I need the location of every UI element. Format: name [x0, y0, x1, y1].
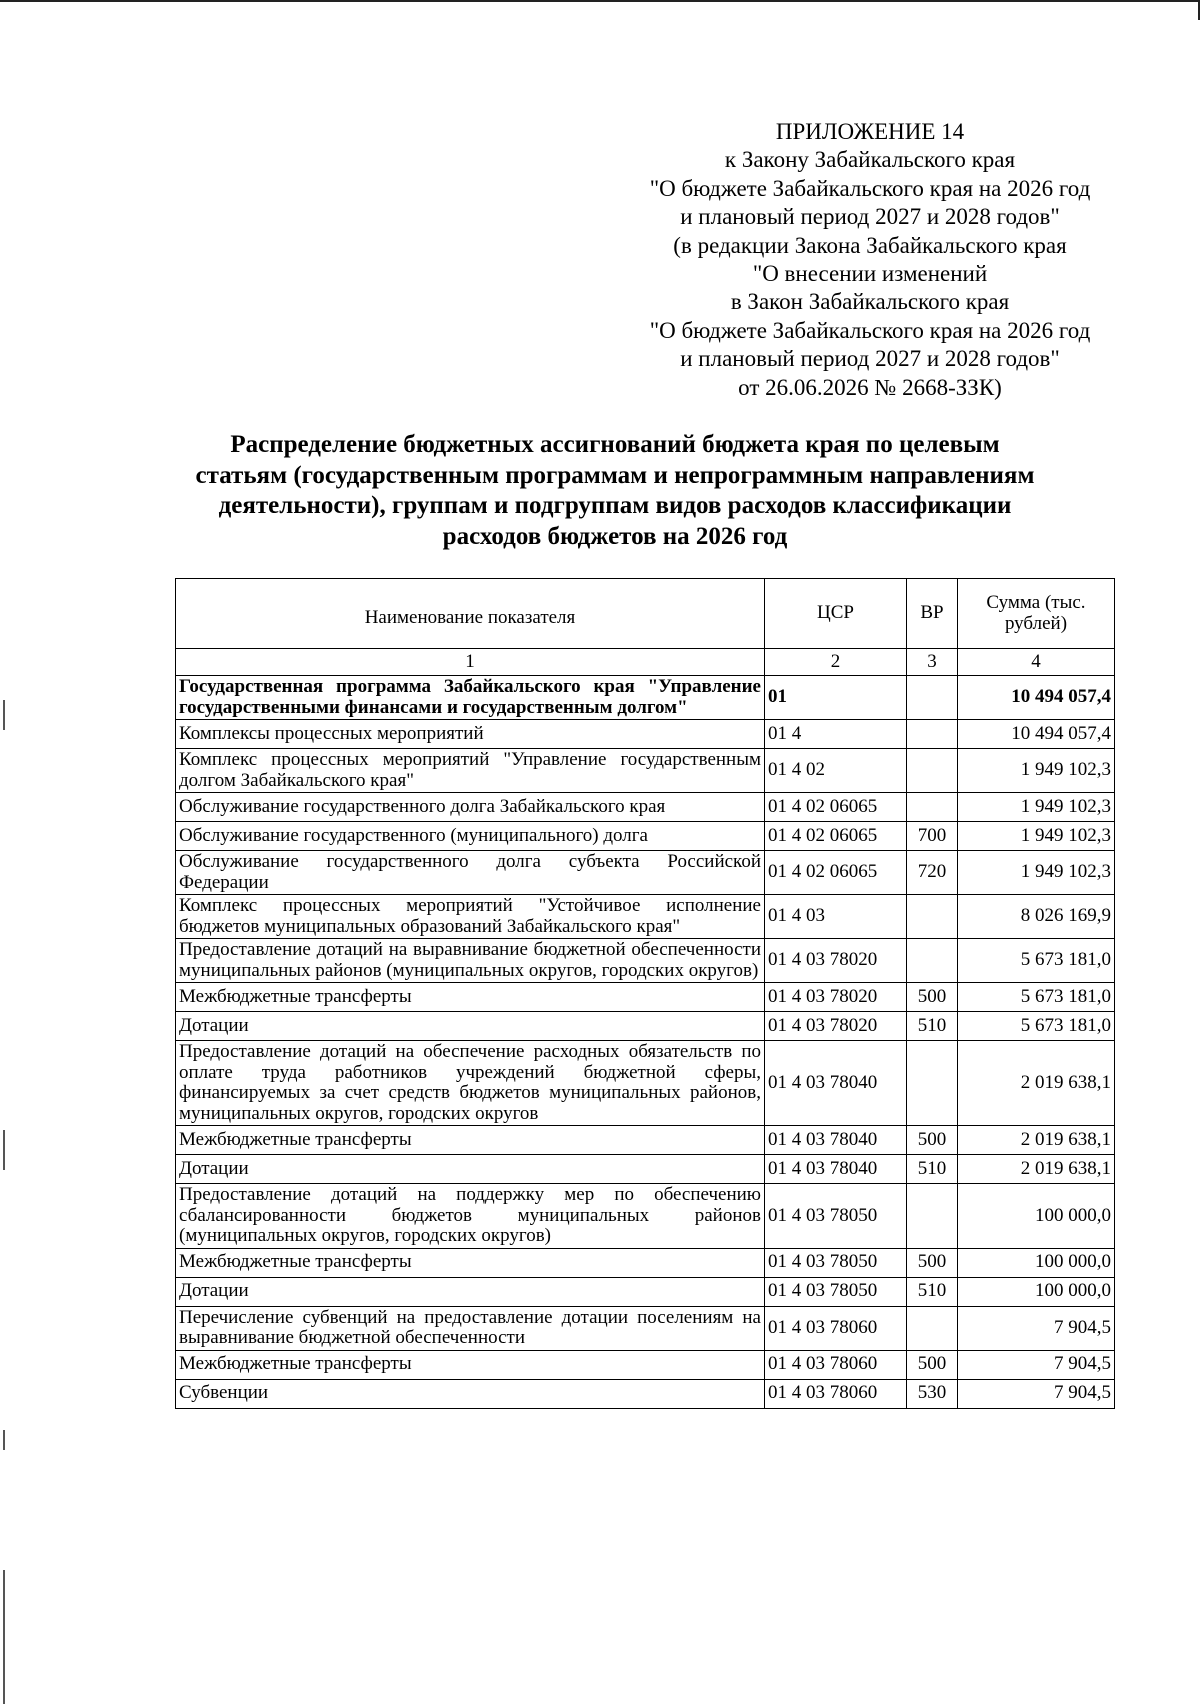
cell-vr: [907, 749, 958, 793]
table-row: [176, 983, 1115, 1012]
cell-csr: 01 4 03 78060: [765, 1350, 907, 1379]
scan-margin-mark: [3, 1570, 5, 1704]
cell-sum: 7 904,5: [958, 1379, 1115, 1408]
column-number: 1: [176, 649, 765, 676]
scan-edge-top: [0, 0, 1200, 2]
cell-name: Предоставление дотаций на поддержку мер по обеспечению сбалансированности бюджетов муниципальных районов (муниципальных округов, городских округов): [176, 1184, 765, 1249]
cell-name: Субвенции: [176, 1379, 765, 1408]
cell-vr: [907, 720, 958, 749]
cell-vr: 720: [907, 851, 958, 895]
cell-sum: 1 949 102,3: [958, 822, 1115, 851]
table-body: [176, 676, 1115, 1409]
cell-sum: 7 904,5: [958, 1350, 1115, 1379]
table-row: [176, 1277, 1115, 1306]
cell-csr: 01 4 03 78060: [765, 1379, 907, 1408]
column-number: 2: [765, 649, 907, 676]
title-line: расходов бюджетов на 2026 год: [442, 522, 788, 550]
cell-csr: 01: [765, 676, 907, 720]
cell-sum: 100 000,0: [958, 1184, 1115, 1249]
cell-name: Государственная программа Забайкальского края "Управление государственными финансами и государственным долгом": [176, 676, 765, 720]
cell-vr: [907, 1184, 958, 1249]
cell-csr: 01 4 02 06065: [765, 793, 907, 822]
appendix-line: и плановый период 2027 и 2028 годов": [680, 346, 1060, 372]
table-row: [176, 720, 1115, 749]
cell-vr: 510: [907, 1277, 958, 1306]
column-number: 3: [907, 649, 958, 676]
document-title: [150, 430, 1080, 552]
cell-name: Дотации: [176, 1012, 765, 1041]
cell-name: Обслуживание государственного долга Забайкальского края: [176, 793, 765, 822]
cell-sum: 10 494 057,4: [958, 720, 1115, 749]
appendix-line: (в редакции Закона Забайкальского края: [673, 232, 1067, 258]
appendix-line: "О бюджете Забайкальского края на 2026 год: [649, 317, 1091, 343]
cell-name: Дотации: [176, 1155, 765, 1184]
cell-name: Межбюджетные трансферты: [176, 1248, 765, 1277]
table-row: [176, 851, 1115, 895]
table-header-row: [176, 579, 1115, 649]
cell-sum: 1 949 102,3: [958, 793, 1115, 822]
appendix-line: к Закону Забайкальского края: [724, 147, 1016, 173]
cell-name: Комплекс процессных мероприятий "Устойчивое исполнение бюджетов муниципальных образований Забайкальского края": [176, 895, 765, 939]
cell-csr: 01 4 03: [765, 895, 907, 939]
table-row: [176, 1306, 1115, 1350]
table-row: [176, 1126, 1115, 1155]
cell-vr: [907, 676, 958, 720]
cell-csr: 01 4 02 06065: [765, 822, 907, 851]
cell-vr: [907, 895, 958, 939]
cell-name: Комплекс процессных мероприятий "Управление государственным долгом Забайкальского края": [176, 749, 765, 793]
table-row: [176, 793, 1115, 822]
cell-name: Дотации: [176, 1277, 765, 1306]
cell-name: Предоставление дотаций на выравнивание бюджетной обеспеченности муниципальных районов (муниципальных округов, городских округов): [176, 939, 765, 983]
cell-name: Межбюджетные трансферты: [176, 1126, 765, 1155]
cell-sum: 100 000,0: [958, 1277, 1115, 1306]
cell-vr: 500: [907, 983, 958, 1012]
cell-vr: 510: [907, 1155, 958, 1184]
table-row: [176, 676, 1115, 720]
cell-csr: 01 4 03 78050: [765, 1277, 907, 1306]
cell-vr: [907, 1306, 958, 1350]
scan-margin-mark: [3, 1430, 5, 1450]
cell-csr: 01 4 03 78060: [765, 1306, 907, 1350]
header-name: Наименование показателя: [176, 579, 765, 649]
cell-name: Обслуживание государственного долга субъекта Российской Федерации: [176, 851, 765, 895]
cell-vr: 500: [907, 1350, 958, 1379]
cell-csr: 01 4 03 78040: [765, 1041, 907, 1126]
appendix-line: ПРИЛОЖЕНИЕ 14: [775, 119, 965, 144]
table-row: [176, 1155, 1115, 1184]
cell-sum: 5 673 181,0: [958, 1012, 1115, 1041]
header-csr: ЦСР: [765, 579, 907, 649]
cell-csr: 01 4 03 78050: [765, 1248, 907, 1277]
appendix-line: от 26.06.2026 № 2668-ЗЗК): [738, 374, 1002, 400]
title-line: деятельности), группам и подгруппам видов расходов классификации: [218, 492, 1012, 519]
cell-csr: 01 4: [765, 720, 907, 749]
cell-csr: 01 4 03 78040: [765, 1155, 907, 1184]
appendix-line: и плановый период 2027 и 2028 годов": [680, 204, 1060, 230]
cell-sum: 1 949 102,3: [958, 749, 1115, 793]
cell-name: Комплексы процессных мероприятий: [176, 720, 765, 749]
cell-sum: 7 904,5: [958, 1306, 1115, 1350]
header-sum: Сумма (тыс. рублей): [958, 579, 1115, 649]
cell-name: Межбюджетные трансферты: [176, 1350, 765, 1379]
cell-csr: 01 4 03 78020: [765, 1012, 907, 1041]
cell-vr: 700: [907, 822, 958, 851]
cell-csr: 01 4 02 06065: [765, 851, 907, 895]
budget-table: [175, 578, 1115, 1409]
appendix-line: "О внесении изменений: [752, 261, 988, 287]
table-row: [176, 1350, 1115, 1379]
cell-sum: 8 026 169,9: [958, 895, 1115, 939]
table-row: [176, 1041, 1115, 1126]
table-row: [176, 822, 1115, 851]
cell-vr: 500: [907, 1248, 958, 1277]
cell-csr: 01 4 03 78040: [765, 1126, 907, 1155]
title-line: Распределение бюджетных ассигнований бюджета края по целевым: [230, 431, 1000, 458]
column-number: 4: [958, 649, 1115, 676]
appendix-header: [610, 118, 1130, 402]
cell-sum: 10 494 057,4: [958, 676, 1115, 720]
appendix-line: в Закон Забайкальского края: [730, 289, 1010, 315]
table-row: [176, 939, 1115, 983]
scan-margin-mark: [3, 1130, 5, 1170]
cell-sum: 1 949 102,3: [958, 851, 1115, 895]
cell-sum: 2 019 638,1: [958, 1126, 1115, 1155]
cell-sum: 5 673 181,0: [958, 939, 1115, 983]
title-line: статьям (государственным программам и непрограммным направлениям: [195, 461, 1035, 489]
cell-csr: 01 4 02: [765, 749, 907, 793]
cell-vr: [907, 793, 958, 822]
appendix-line: "О бюджете Забайкальского края на 2026 год: [649, 175, 1091, 201]
cell-name: Обслуживание государственного (муниципального) долга: [176, 822, 765, 851]
table-row: [176, 1248, 1115, 1277]
cell-name: Межбюджетные трансферты: [176, 983, 765, 1012]
table-row: [176, 1012, 1115, 1041]
cell-name: Предоставление дотаций на обеспечение расходных обязательств по оплате труда работников учреждений бюджетной сферы, финансируемых за счет средств бюджетов муниципальных районов, муниципальных округов, городских округов: [176, 1041, 765, 1126]
scan-margin-mark: [3, 700, 5, 730]
cell-vr: [907, 1041, 958, 1126]
table-row: [176, 1184, 1115, 1249]
cell-sum: 2 019 638,1: [958, 1155, 1115, 1184]
cell-vr: 510: [907, 1012, 958, 1041]
header-vr: ВР: [907, 579, 958, 649]
cell-vr: 500: [907, 1126, 958, 1155]
table-row: [176, 1379, 1115, 1408]
cell-csr: 01 4 03 78050: [765, 1184, 907, 1249]
cell-vr: 530: [907, 1379, 958, 1408]
cell-csr: 01 4 03 78020: [765, 983, 907, 1012]
cell-sum: 100 000,0: [958, 1248, 1115, 1277]
table-row: [176, 895, 1115, 939]
cell-name: Перечисление субвенций на предоставление дотации поселениям на выравнивание бюджетной обеспеченности: [176, 1306, 765, 1350]
column-number-row: [176, 649, 1115, 676]
table-row: [176, 749, 1115, 793]
cell-vr: [907, 939, 958, 983]
cell-sum: 2 019 638,1: [958, 1041, 1115, 1126]
cell-csr: 01 4 03 78020: [765, 939, 907, 983]
cell-sum: 5 673 181,0: [958, 983, 1115, 1012]
